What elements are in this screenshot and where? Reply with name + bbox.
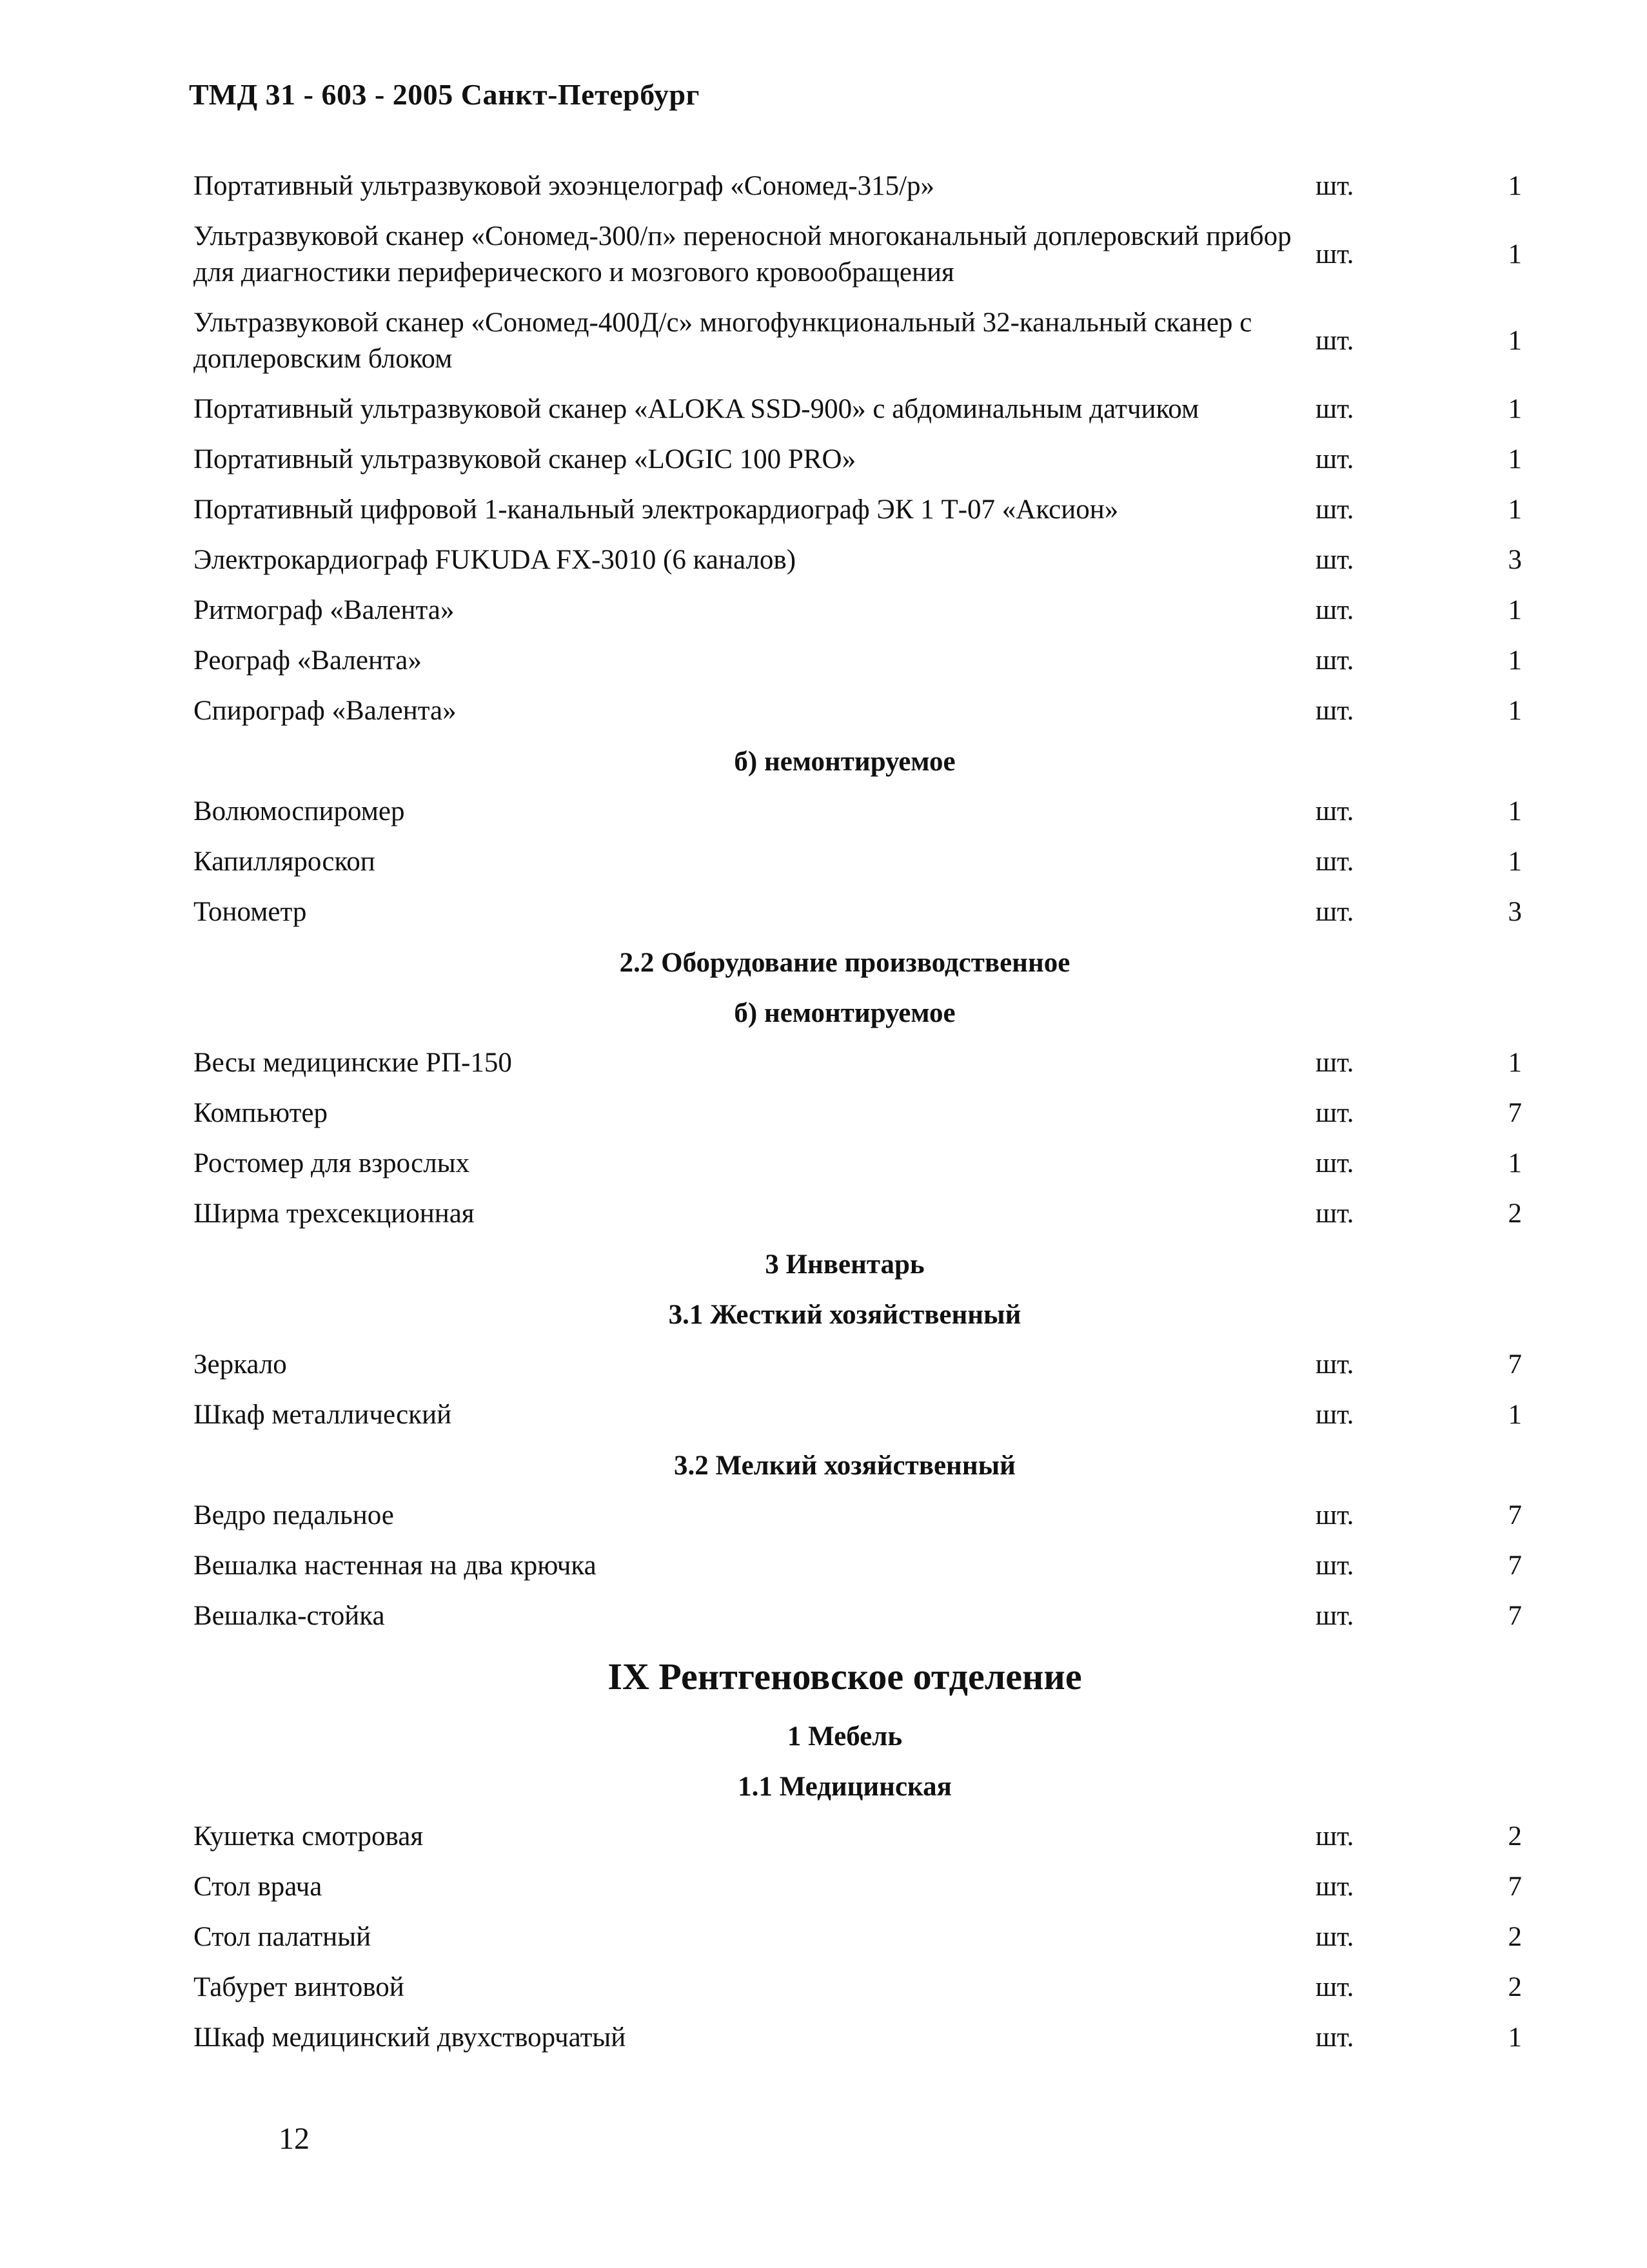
- page-number: 12: [279, 2122, 310, 2156]
- item-quantity: 1: [1508, 595, 1522, 625]
- item-quantity: 2: [1508, 1972, 1522, 2002]
- item-unit: шт.: [1316, 1601, 1354, 1631]
- item-unit: шт.: [1316, 1349, 1354, 1380]
- item-unit: шт.: [1316, 171, 1354, 201]
- item-quantity: 2: [1508, 1198, 1522, 1229]
- item-unit: шт.: [1316, 2022, 1354, 2053]
- item-unit: шт.: [1316, 645, 1354, 676]
- item-quantity: 7: [1508, 1349, 1522, 1380]
- list-item: [193, 1541, 1535, 1591]
- list-item: [193, 686, 1535, 736]
- list-item: [193, 1189, 1535, 1239]
- section-heading-3-1: 3.1 Жесткий хозяйственный: [668, 1299, 1021, 1330]
- item-unit: шт.: [1316, 545, 1354, 575]
- item-name: Ростомер для взрослых: [193, 1148, 470, 1178]
- row-group-a: [193, 161, 1535, 736]
- list-item: [193, 1862, 1535, 1912]
- item-quantity: 7: [1508, 1098, 1522, 1128]
- item-name: Портативный ультразвуковой сканер «LOGIC 100 PRO»: [193, 444, 856, 474]
- item-name: Весы медицинские РП-150: [193, 1048, 512, 1078]
- list-item: [193, 1812, 1535, 1862]
- item-unit: шт.: [1316, 1922, 1354, 1952]
- item-unit: шт.: [1316, 846, 1354, 877]
- item-name: Портативный ультразвуковой сканер «ALOKA SSD-900» с абдоминальным датчиком: [193, 394, 1199, 424]
- list-item: [193, 2013, 1535, 2063]
- list-item: [193, 211, 1535, 298]
- row-group-c: [193, 1038, 1535, 1239]
- list-item: [193, 1139, 1535, 1189]
- item-name: Реограф «Валента»: [193, 645, 422, 676]
- list-item: [193, 1390, 1535, 1440]
- item-unit: шт.: [1316, 239, 1354, 269]
- item-name: Ведро педальное: [193, 1500, 394, 1530]
- item-quantity: 1: [1508, 846, 1522, 877]
- item-quantity: 1: [1508, 239, 1522, 269]
- item-name: Стол врача: [193, 1872, 322, 1902]
- row-group-f: [193, 1812, 1535, 2063]
- document-header: ТМД 31 - 603 - 2005 Санкт-Петербург: [189, 78, 700, 111]
- row-group-d: [193, 1340, 1535, 1440]
- item-name: Волюмоспиромер: [193, 796, 405, 826]
- section-heading-1: 1 Мебель: [787, 1721, 903, 1752]
- item-name: Ультразвуковой сканер «Сономед-300/п» переносной многоканальный доплеровский прибор для диагностики периферического и мозгового кровообращения: [193, 221, 1292, 288]
- list-item: [193, 887, 1535, 937]
- item-name: Кушетка смотровая: [193, 1821, 424, 1852]
- item-quantity: 1: [1508, 1148, 1522, 1178]
- item-quantity: 1: [1508, 394, 1522, 424]
- equipment-list: [193, 161, 1535, 2063]
- list-item: [193, 1591, 1535, 1641]
- item-name: Капилляроскоп: [193, 846, 375, 877]
- list-item: [193, 298, 1535, 384]
- item-unit: шт.: [1316, 1500, 1354, 1530]
- item-quantity: 7: [1508, 1500, 1522, 1530]
- item-name: Шкаф медицинский двухстворчатый: [193, 2022, 626, 2053]
- item-quantity: 3: [1508, 897, 1522, 927]
- item-unit: шт.: [1316, 1872, 1354, 1902]
- item-name: Спирограф «Валента»: [193, 696, 457, 726]
- item-quantity: 1: [1508, 494, 1522, 525]
- item-unit: шт.: [1316, 1821, 1354, 1852]
- item-unit: шт.: [1316, 1098, 1354, 1128]
- section-heading-2-2: 2.2 Оборудование производственное: [619, 947, 1070, 978]
- item-unit: шт.: [1316, 1550, 1354, 1581]
- item-quantity: 1: [1508, 2022, 1522, 2053]
- item-quantity: 1: [1508, 1048, 1522, 1078]
- list-item: [193, 585, 1535, 636]
- item-quantity: 1: [1508, 171, 1522, 201]
- list-item: [193, 1962, 1535, 2013]
- list-item: [193, 535, 1535, 585]
- section-heading-nonmount-1: б) немонтируемое: [734, 746, 956, 777]
- item-name: Вешалка-стойка: [193, 1601, 385, 1631]
- item-quantity: 1: [1508, 1400, 1522, 1430]
- item-unit: шт.: [1316, 1198, 1354, 1229]
- list-item: [193, 1340, 1535, 1390]
- list-item: [193, 1088, 1535, 1139]
- item-unit: шт.: [1316, 897, 1354, 927]
- item-quantity: 7: [1508, 1550, 1522, 1581]
- item-name: Стол палатный: [193, 1922, 371, 1952]
- item-unit: шт.: [1316, 326, 1354, 356]
- item-unit: шт.: [1316, 394, 1354, 424]
- list-item: [193, 161, 1535, 211]
- item-unit: шт.: [1316, 494, 1354, 525]
- item-name: Ультразвуковой сканер «Сономед-400Д/с» многофункциональный 32-канальный сканер с доплеровским блоком: [193, 308, 1252, 374]
- item-name: Электрокардиограф FUKUDA FX-3010 (6 каналов): [193, 545, 796, 575]
- list-item: [193, 837, 1535, 887]
- list-item: [193, 485, 1535, 535]
- item-name: Зеркало: [193, 1349, 287, 1380]
- item-unit: шт.: [1316, 1048, 1354, 1078]
- section-heading-3-2: 3.2 Мелкий хозяйственный: [674, 1450, 1016, 1481]
- item-name: Тонометр: [193, 897, 307, 927]
- item-quantity: 2: [1508, 1922, 1522, 1952]
- item-quantity: 2: [1508, 1821, 1522, 1852]
- row-group-b: [193, 787, 1535, 937]
- list-item: [193, 384, 1535, 435]
- item-quantity: 1: [1508, 796, 1522, 826]
- item-name: Табурет винтовой: [193, 1972, 404, 2002]
- item-quantity: 1: [1508, 696, 1522, 726]
- item-quantity: 1: [1508, 645, 1522, 676]
- item-name: Портативный цифровой 1-канальный электрокардиограф ЭК 1 Т-07 «Аксион»: [193, 494, 1119, 525]
- list-item: [193, 435, 1535, 485]
- item-quantity: 3: [1508, 545, 1522, 575]
- item-unit: шт.: [1316, 595, 1354, 625]
- list-item: [193, 1491, 1535, 1541]
- section-heading-nonmount-2: б) немонтируемое: [734, 997, 956, 1028]
- item-unit: шт.: [1316, 1148, 1354, 1178]
- item-quantity: 1: [1508, 444, 1522, 474]
- row-group-e: [193, 1491, 1535, 1641]
- list-item: [193, 787, 1535, 837]
- list-item: [193, 1912, 1535, 1962]
- section-heading-3: 3 Инвентарь: [765, 1249, 925, 1280]
- item-unit: шт.: [1316, 696, 1354, 726]
- item-name: Портативный ультразвуковой эхоэнцелограф «Сономед-315/р»: [193, 171, 935, 201]
- item-name: Ритмограф «Валента»: [193, 595, 455, 625]
- item-quantity: 7: [1508, 1872, 1522, 1902]
- chapter-heading-ix: IX Рентгеновское отделение: [607, 1655, 1082, 1697]
- list-item: [193, 1038, 1535, 1088]
- list-item: [193, 636, 1535, 686]
- item-quantity: 7: [1508, 1601, 1522, 1631]
- item-name: Вешалка настенная на два крючка: [193, 1550, 597, 1581]
- item-name: Ширма трехсекционная: [193, 1198, 475, 1229]
- item-name: Шкаф металлический: [193, 1400, 452, 1430]
- item-quantity: 1: [1508, 326, 1522, 356]
- item-unit: шт.: [1316, 444, 1354, 474]
- section-heading-1-1: 1.1 Медицинская: [738, 1771, 952, 1802]
- item-name: Компьютер: [193, 1098, 328, 1128]
- item-unit: шт.: [1316, 796, 1354, 826]
- item-unit: шт.: [1316, 1972, 1354, 2002]
- item-unit: шт.: [1316, 1400, 1354, 1430]
